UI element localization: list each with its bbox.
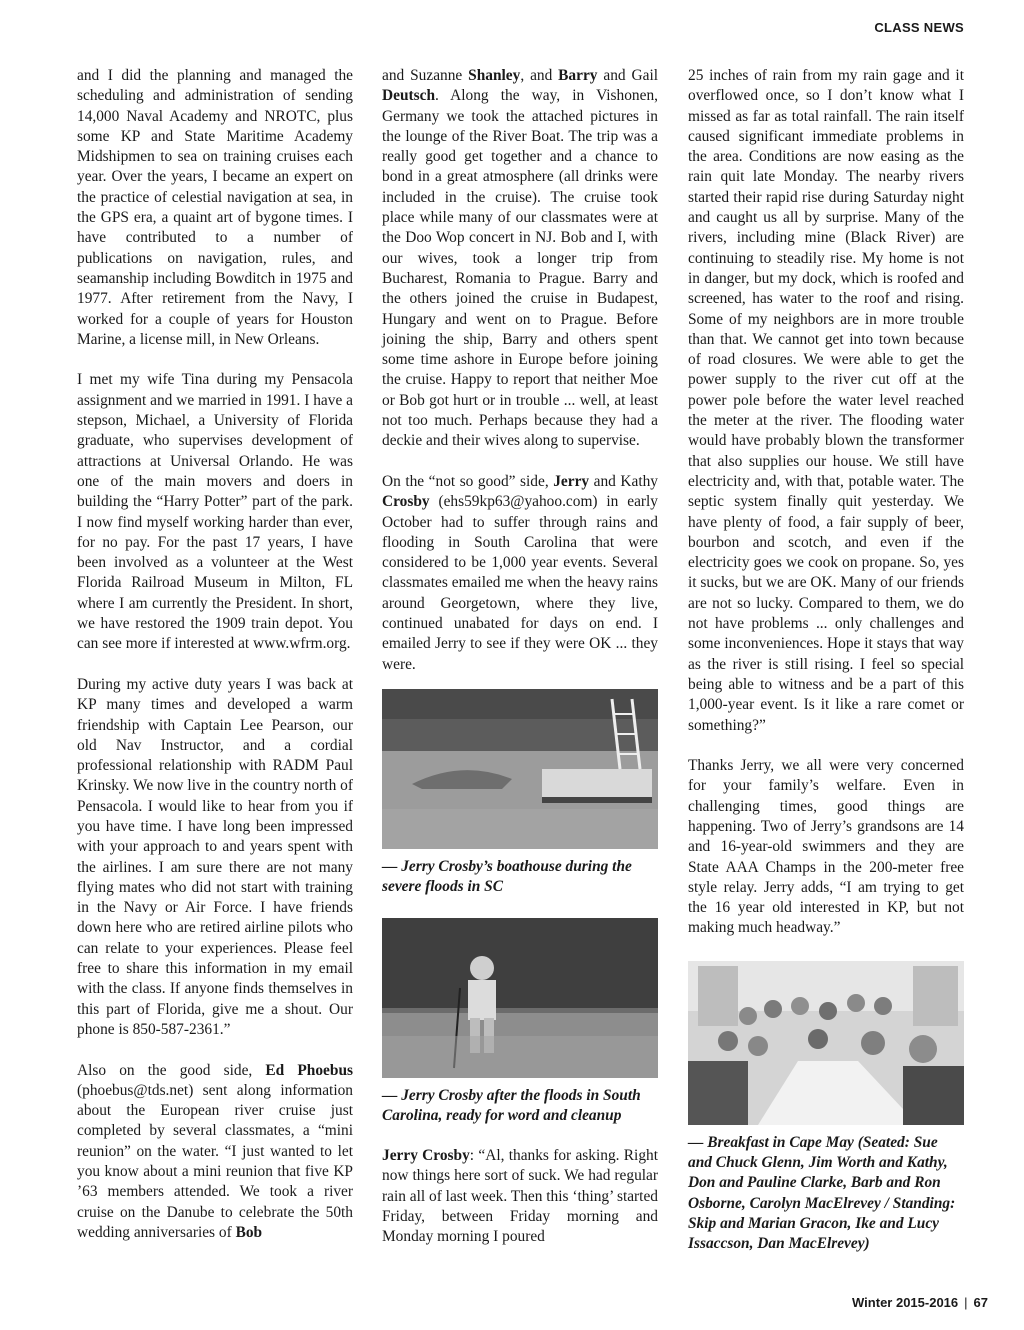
- paragraph: I met my wife Tina during my Pensacola assignment and we married in 1991. I have a stepson, Michael, a University of Florida graduate, who supervises development of attractions at Universal Orlando. He was one of the main movers and doers in building the “Harry Potter” part of the park. I now find myself working harder than ever, for no pay. For the past 17 years, I have been involved as a volunteer at the West Florida Railroad Museum in Milton, FL where I am currently the President. In short, we have restored the 1909 train depot. You can see more if interested at www.wfrm.org.: [77, 371, 353, 653]
- classmate-name: Deutsch: [382, 87, 436, 105]
- paragraph: Thanks Jerry, we all were very concerned for your family’s welfare. Even in challenging times, good things are happening. Two of Jerry’s grandsons are 14 and 16-year-old swimmers and they are State AAA Champs in the 200-meter free style relay. Jerry adds, “I am trying to get the 16 year old interested in KP, but not making much headway.”: [688, 757, 964, 937]
- photo-caption: — Breakfast in Cape May (Seated: Sue and Chuck Glenn, Jim Worth and Kathy, Don and Pauline Clarke, Barb and Ron Osborne, Carolyn MacElrevey / Standing: Skip and Marian Gracon, Ike and Lucy Issaccson, Dan MacElrevey): [688, 1133, 956, 1253]
- section-header: CLASS NEWS: [874, 20, 964, 35]
- paragraph: and I did the planning and managed the scheduling and administration of sending 14,000 Naval Academy and NROTC, plus some KP and State Maritime Academy Midshipmen to sea on training cruises each year. Over the years, I became an expert on the practice of celestial navigation at sea, in the GPS era, a quaint art of bygone times. I have contributed to a number of publications on navigation, rules, and seamanship including Bowditch in 1975 and 1977. After retirement from the Navy, I worked for a couple of years for Houston Marine, a license mill, in New Orleans.: [77, 67, 353, 348]
- column-2: [382, 66, 658, 1248]
- paragraph: and Suzanne Shanley, and Barry and Gail Deutsch. Along the way, in Vishonen, Germany we took the attached pictures in the lounge of the River Boat. The trip was a really good get together and a chance to bond in a great atmosphere (all drinks were included in the cruise). The cruise took place while many of our classmates were at the Doo Wop concert in NJ. Bob and I, with our wives, took a longer trip from Bucharest, Romania to Prague. Barry and the others joined the cruise in Budapest, Hungary and went on to Prague. Before joining the ship, Barry and others spent some time ashore in Europe before joining the cruise. Happy to report that neither Moe or Bob got hurt or in trouble ... well, at least not too much. Perhaps because they had a deckie and their wives along to supervise.: [382, 67, 658, 450]
- classmate-name: Bob: [235, 1223, 263, 1241]
- jerry-crosby-photo: [382, 918, 658, 1078]
- photo-caption: — Jerry Crosby after the floods in South Carolina, ready for word and cleanup: [382, 1086, 641, 1124]
- paragraph: On the “not so good” side, Jerry and Kathy Crosby (ehs59kp63@yahoo.com) in early October had to suffer through rains and flooding in South Carolina that were considered to be 1,000 year events. Several classmates emailed me when the heavy rains around Georgetown, where they live, continued unabated for days on end. I emailed Jerry to see if they were OK ... they were.: [382, 472, 658, 673]
- classmate-name: Barry: [558, 67, 598, 84]
- page-number: 67: [973, 1295, 988, 1310]
- page-footer: [852, 1295, 988, 1310]
- footer-separator: |: [964, 1295, 968, 1310]
- paragraph: Also on the good side, Ed Phoebus (phoebus@tds.net) sent along information about the European river cruise just completed by several classmates, a “mini reunion” on the water. “I just wanted to let you know about a mini reunion that five KP ’63 members attended. We took a river cruise on the Danube to celebrate the 50th wedding anniversaries of Bob: [77, 1061, 353, 1241]
- cape-may-breakfast-photo: [688, 961, 964, 1125]
- paragraph: During my active duty years I was back at KP many times and developed a warm friendship with Captain Lee Pearson, our old Nav Instructor, and a cordial professional relationship with RADM Paul Krinsky. We now live in the country north of Pensacola. I would like to hear from you if you have time. I have long been impressed with your approach to and years spent with the airlines. I am sure there are not many flying mates who did not start with training in the Navy or Air Force. I have friends down here who are retired airline pilots who can relate to your experiences. Please feel free to share this information in my email with the class. If anyone finds themselves in this part of Florida, give me a shout. Our phone is 850-587-2361.”: [77, 675, 353, 1038]
- paragraph: 25 inches of rain from my rain gage and it overflowed once, so I don’t know what I missed as far as total rainfall. The rain itself caused significant immediate problems in the area. Conditions are now easing as the rain quit late Monday. The nearby rivers started their rapid rise during Saturday night and caught us all by surprise. Many of the rivers, including mine (Black River) are continuing to steadily rise. My home is not in danger, but my dock, which is roofed and screened, has water to the roof and rising. Some of my neighbors are in more trouble than that. We cannot get into town because of road closures. We were able to get the power supply to the river cut off at the power pole before the water level reached the meter at the river. The flooding water would have probably blown the transformer that also supplies our house. We still have electricity and, with that, potable water. The septic system finally quit yesterday. We have plenty of food, a fair supply of beer, bourbon and scotch, and even if the electricity goes we cook on propane. So, yes it sucks, but we are OK. Many of our friends are not so lucky. Compared to them, we do not have problems ... only challenges and some inconveniences. Hope it stays that way as the river is still rising. I feel so special being able to witness and be a part of this 1,000-year event. Is it like a rare comet or something?”: [688, 67, 964, 734]
- boathouse-flood-photo: [382, 689, 658, 849]
- photo-caption: — Jerry Crosby’s boathouse during the severe floods in SC: [382, 857, 632, 896]
- classmate-name: Jerry Crosby: [382, 1147, 470, 1165]
- classmate-name: Ed Phoebus: [265, 1061, 353, 1079]
- paragraph: Jerry Crosby: “Al, thanks for asking. Right now things here sort of suck. We had regular rain all of last week. Then this ‘thing’ started Friday, between Friday morning and Monday morning I poured: [382, 1147, 658, 1246]
- column-1: [77, 66, 353, 1243]
- classmate-name: Shanley: [468, 67, 521, 84]
- classmate-name: Crosby: [382, 493, 430, 511]
- column-3: [688, 66, 964, 1275]
- classmate-name: Jerry: [553, 472, 590, 490]
- issue-label: Winter 2015-2016: [852, 1295, 959, 1310]
